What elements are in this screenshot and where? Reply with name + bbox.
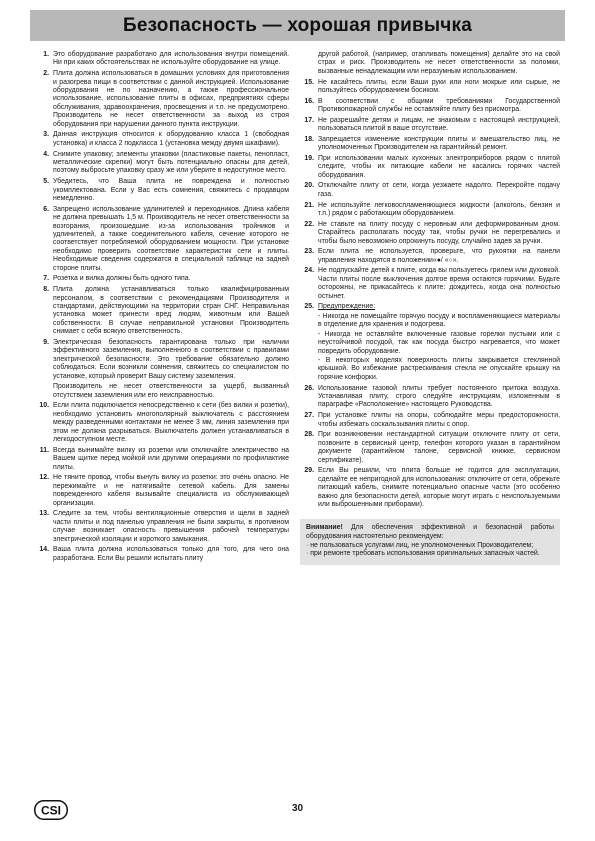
item-number: 6. <box>43 205 49 213</box>
item-number: 26. <box>304 384 314 392</box>
item-number: 15. <box>304 78 314 86</box>
item-text: Отключайте плиту от сети, когда уезжаете надолго. Перекройте подачу газа. <box>318 182 560 198</box>
list-item <box>300 431 560 465</box>
item-number: 29. <box>304 467 314 475</box>
item-number: 28. <box>304 431 314 439</box>
warning-line: - В некоторых моделях поверхность плиты закрывается стеклянной крышкой. Во избежание растрескивания стекла не опускайте крышку на горячие конфорки. <box>318 357 560 381</box>
item-text: При использовании малых кухонных электроприборов рядом с плитой следите, чтобы их питающие кабели не касались горячих частей оборудования. <box>318 154 560 179</box>
list-item <box>35 510 289 544</box>
list-item <box>35 402 289 444</box>
item-number: 21. <box>304 201 314 209</box>
list-item <box>35 275 289 283</box>
item-text: Убедитесь, что Ваша плита не повреждена и полностью укомплектована. Если у Вас есть сомнения, свяжитесь с продавцом немедленно. <box>53 178 289 202</box>
list-item <box>300 412 560 429</box>
list-item <box>35 546 289 563</box>
item-text: При установке плиты на опоры, соблюдайте меры предосторожности, чтобы избежать соскальзывания плиты с опор. <box>318 412 560 428</box>
list-item-continuation <box>300 51 560 76</box>
item-text: Плита должна устанавливаться только квалифицированным персоналом, в соответствии с рекомендациями Производителя и стандартами, действующими на территории стран СНГ. Неправильная установка может принести вред людям, животным или Вашей собственности. В случае неправильной установки Производитель снимает с себя всякую ответственность. <box>53 286 289 336</box>
item-text: Если Вы решили, что плита больше не годится для эксплуатации, сделайте ее непригодной для использования: отключите от сети, обрежьте питающий кабель, снимите потенциально опасные части (это особенно важно для безопасности детей, которые могут играть с неиспользуемыми или выброшенными приборами). <box>318 467 560 509</box>
item-number: 4. <box>43 150 49 158</box>
notice-line: · при ремонте требовать использования оригинальных запасных частей. <box>306 550 540 558</box>
list-item <box>300 155 560 180</box>
item-number: 18. <box>304 135 314 143</box>
list-item <box>300 202 560 219</box>
item-text: Не разрешайте детям и лицам, не знакомым с настоящей инструкцией, пользоваться плитой в ваше отсутствие. <box>318 116 560 133</box>
item-text: Если плита подключается непосредственно к сети (без вилки и розетки), необходимо установить многополярный выключатель с расстоянием между разведенными контактами не менее 3 мм, линия заземления при этом не должна разрываться. Выключатель должен устанавливаться в легкодоступном месте. <box>53 402 289 444</box>
item-text: Ваша плита должна использоваться только для того, для чего она разработана. Если Вы решили испытать плиту <box>53 546 289 562</box>
warning-label: Предупреждение: <box>318 303 376 311</box>
item-text: При возникновении нестандартной ситуации отключите плиту от сети, позвоните в сервисный центр, телефон которого указан в гарантийном документе (гарантийном талоне, сервисной книжке, сервисном сертификате). <box>318 431 560 464</box>
item-number: 2. <box>43 70 49 78</box>
item-text: Производитель не несет ответственности за ущерб, вызванный отсутствием заземления или его неисправностью. <box>53 383 289 399</box>
list-item <box>35 286 289 337</box>
item-number: 13. <box>39 510 49 518</box>
item-text: Не касайтесь плиты, если Ваши руки или ноги мокрые или сырые, не пользуйтесь оборудованием босиком. <box>318 78 560 94</box>
item-text: Запрещено использование удлинителей и переходников. Длина кабеля не должна превышать 1,5 м. Производитель не несет ответственности за возгорания, произошедшие из-за использования тройников и удлинителей, а также соединительного кабеля, сечение которого не соответствует потребляемой оборудованием мощности. При установке необходимо проверить соответствие характеристик сети и плиты. Необходимые сведения содержатся в специальной таблице на задней стороне плиты. <box>53 205 289 272</box>
list-item <box>35 131 289 148</box>
item-number: 16. <box>304 97 314 105</box>
item-number: 23. <box>304 248 314 256</box>
warning-line: - Никогда не помещайте горячую посуду и воспламеняющиеся материалы в отделение для хранения и подогрева. <box>318 312 560 329</box>
page-title: Безопасность — хорошая привычка <box>122 14 472 36</box>
item-number: 1. <box>43 51 49 58</box>
list-item <box>300 79 560 96</box>
notice-line: · не пользоваться услугами лиц, не уполномоченных Производителем; <box>306 541 534 549</box>
item-text: Данная инструкция относится к оборудованию класса 1 (свободная установка) и класса 2 подкласса 1 (установка между двумя шкафами). <box>53 131 289 147</box>
item-number: 24. <box>304 267 314 275</box>
item-number: 27. <box>304 412 314 420</box>
list-item <box>300 267 560 301</box>
item-number: 7. <box>43 275 49 283</box>
list-item <box>300 385 560 410</box>
notice-list <box>306 542 554 559</box>
warning-list <box>318 313 560 383</box>
list-item <box>300 467 560 509</box>
item-text: Не ставьте на плиту посуду с неровным или деформированным дном. Старайтесь располагать посуду так, чтобы ручки не перегревались и чтобы было невозможно опрокинуть посуду, случайно задев за ручки. <box>318 220 560 245</box>
item-number: 22. <box>304 220 314 228</box>
item-text: В соответствии с общими требованиями Государственной Противопожарной службы не оставляйте плиту без присмотра. <box>318 97 560 114</box>
item-text: Розетка и вилка должны быть одного типа. <box>53 275 191 283</box>
item-number: 17. <box>304 116 314 124</box>
item-text: Электрическая безопасность гарантирована только при наличии эффективного заземления, выполненного в соответствии с правилами электрической безопасности. Это требование обязательно должно соблюдаться. Если возникли сомнения, свяжитесь со специалистом по установке, который проверит Вашу систему заземления. <box>53 339 289 380</box>
item-number: 14. <box>39 546 49 554</box>
list-item <box>35 51 289 68</box>
item-text: Плита должна использоваться в домашних условиях для приготовления и разогрева пищи в соответствии с данной инструкцией. Использование оборудования не по назначению, а также профессиональное использование, использование плиты в офисах, предприятиях сферы обслуживания, здравоохранения, просвещения и т.п. не предусмотрено. Производитель не несет ответственности за выход из строя оборудования при нарушении данного пункта инструкции. <box>53 70 289 128</box>
list-item <box>35 474 289 508</box>
item-number: 11. <box>39 446 49 454</box>
logo-text: CSI <box>40 803 62 818</box>
page-number: 30 <box>291 803 304 814</box>
item-text: Всегда вынимайте вилку из розетки или отключайте электричество на Вашем щитке перед мойкой или другими операциями по профилактике плиты. <box>53 446 289 471</box>
list-item <box>35 206 289 274</box>
item-number: 10. <box>39 402 49 410</box>
item-number: 19. <box>304 154 314 162</box>
list-item <box>300 136 560 153</box>
list-item <box>300 248 560 265</box>
item-text: Не тяните провод, чтобы вынуть вилку из розетки: это очень опасно. Не пережимайте и не натягивайте сетевой кабель. Для замены поврежденного кабеля вызывайте специалиста из обслуживающей организации. <box>53 474 289 507</box>
list-item <box>300 182 560 199</box>
item-14-continuation: другой работой, (например, отапливать помещения) делайте это на свой страх и риск. Производитель не несет ответственности за поломки, вызванные ненадлежащим или неразумным использованием. <box>318 51 560 75</box>
list-item <box>300 117 560 134</box>
item-number: 12. <box>39 474 49 482</box>
item-text: Не подпускайте детей к плите, когда вы пользуетесь грилем или духовкой. Части плиты после выключения долгое время остаются горячими. Будьте осторожны, не прикасайтесь к плите: дождитесь, когда она полностью остынет. <box>318 267 560 300</box>
item-text: Не используйте легковоспламеняющиеся жидкости (алкоголь, бензин и т.п.) рядом с работающим оборудованием. <box>318 201 560 218</box>
notice-box <box>300 519 560 564</box>
left-column <box>35 51 289 565</box>
list-item-25 <box>300 303 560 382</box>
page-header <box>30 10 565 41</box>
list-item <box>300 98 560 115</box>
list-item <box>300 221 560 246</box>
item-number: 9. <box>43 339 49 346</box>
item-text: Использование газовой плиты требует постоянного притока воздуха. Устанавливая плиту, строго следуйте инструкциям, изложенным в параграфе «Расположение» настоящего Руководства. <box>318 384 560 409</box>
item-text: Запрещается изменение конструкции плиты и вмешательство лиц, не уполномоченных Производителем на гарантийный ремонт. <box>318 135 560 152</box>
item-number: 3. <box>43 131 49 139</box>
notice-title: Внимание! <box>306 524 343 532</box>
item-number: 20. <box>304 182 314 190</box>
warning-line: - Никогда не оставляйте включенные газовые горелки пустыми или с неустойчивой посудой, так как посуда быстро нагревается, что может повредить оборудование. <box>318 330 560 355</box>
list-item <box>35 178 289 203</box>
item-text: Это оборудование разработано для использования внутри помещений. Ни при каких обстоятельствах не используйте оборудование на улице. <box>53 51 289 67</box>
item-text: Снимите упаковку; элементы упаковки (пластиковые пакеты, пенопласт, металлические скрепки) могут быть потенциально опасны для детей, поэтому выбросьте упаковку сразу же или уберите в недоступное место. <box>53 150 289 175</box>
list-item <box>35 447 289 472</box>
notice-text: Для обеспечения эффективной и безопасной работы оборудования настоятельно рекомендуем: <box>306 524 554 541</box>
item-text: Если плита не используется, проверьте, что рукоятки на панели управления находятся в положении«●/ «○». <box>318 248 560 264</box>
list-item <box>35 151 289 176</box>
right-column <box>300 51 560 565</box>
item-number: 5. <box>43 178 49 186</box>
item-text: Следите за тем, чтобы вентиляционные отверстия и щели в задней части плиты и под панелью управления не были закрыты, в противном случае возникает опасность превышения рабочей температуры электрической изоляции и короткого замыкания. <box>53 510 289 543</box>
list-item <box>35 339 289 400</box>
item-number: 25. <box>304 303 314 311</box>
list-item <box>35 70 289 129</box>
item-number: 8. <box>43 286 49 294</box>
